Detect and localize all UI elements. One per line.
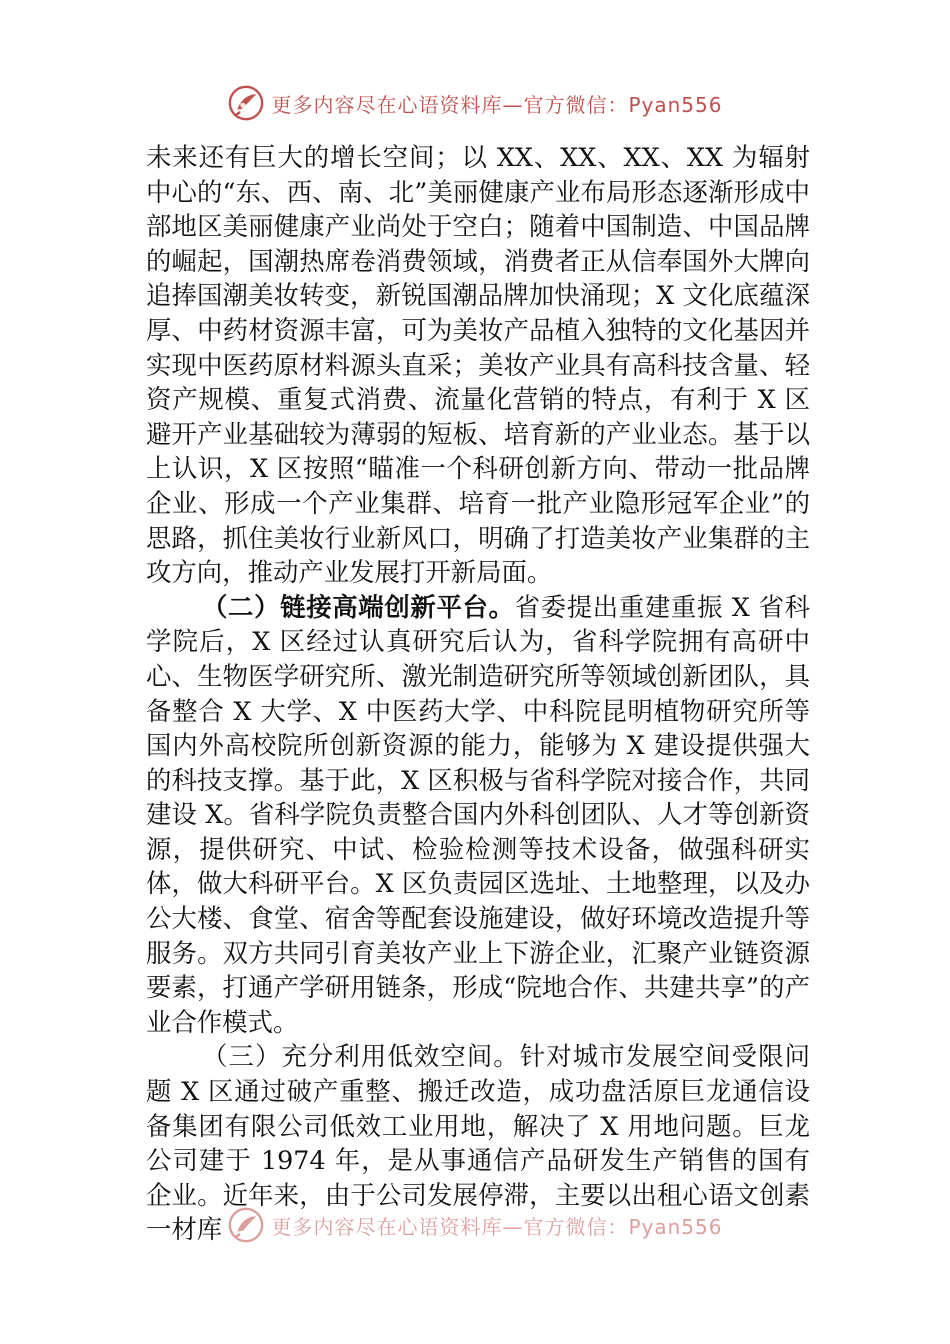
watermark-header <box>0 84 950 122</box>
paragraph-1-text: 未来还有巨大的增长空间；以 XX、XX、XX、XX 为辐射中心的“东、西、南、北”美丽健康产业布局形态逐渐形成中部地区美丽健康产业尚处于空白；随着中国制造、中国品牌的崛起，国潮热席卷消费领域，消费者正从信奉国外大牌向追捧国潮美妆转变，新锐国潮品牌加快涌现；X 文化底蕴深厚、中药材资源丰富，可为美妆产品植入独特的文化基因并实现中医药原材料源头直采；美妆产业具有高科技含量、轻资产规模、重复式消费、流量化营销的特点，有利于 X 区避开产业基础较为薄弱的短板、培育新的产业业态。基于以上认识，X 区按照“瞄准一个科研创新方向、带动一批品牌企业、形成一个产业集群、培育一批产业隐形冠军企业”的思路，抓住美妆行业新风口，明确了打造美妆产业集群的主攻方向，推动产业发展打开新局面。 <box>146 142 810 588</box>
paragraph-2-text: 省委提出重建重振 X 省科学院后，X 区经过认真研究后认为，省科学院拥有高研中心、生物医学研究所、激光制造研究所等领域创新团队，具备整合 X 大学、X 中医药大学、中科院昆明植物研究所等国内外高校院所创新资源的能力，能够为 X 建设提供强大的科技支撑。基于此，X 区积极与省科学院对接合作，共同建设 X。省科学院负责整合国内外科创团队、人才等创新资源，提供研究、中试、检验检测等技术设备，做强科研实体，做大科研平台。X 区负责园区选址、土地整理，以及办公大楼、食堂、宿舍等配套设施建设，做好环境改造提升等服务。双方共同引育美妆产业上下游企业，汇聚产业链资源要素，打通产学研用链条，形成“院地合作、共建共享”的产业合作模式。 <box>146 591 811 1037</box>
paragraph-1 <box>146 140 810 590</box>
document-body <box>146 140 810 1247</box>
watermark-text-footer: 更多内容尽在心语资料库—官方微信：Pyan556 <box>271 1214 723 1239</box>
paragraph-2 <box>146 590 810 1040</box>
section-heading-2: （二）链接高端创新平台。 <box>202 591 515 622</box>
watermark-text: 更多内容尽在心语资料库—官方微信：Pyan556 <box>271 92 723 117</box>
paragraph-3-text: （三）充分利用低效空间。针对城市发展空间受限问题 X 区通过破产重整、搬迁改造，成功盘活原巨龙通信设备集团有限公司低效工业用地，解决了 X 用地问题。巨龙公司建于 1974 年，是从事通信产品研发生产销售的国有企业。近年来，由于公司发展停滞，主要以出租心语文创素一材库 <box>146 1041 810 1245</box>
pen-heart-logo-icon <box>227 84 265 122</box>
watermark-footer <box>0 1206 950 1244</box>
pen-heart-logo-icon <box>227 1206 265 1244</box>
